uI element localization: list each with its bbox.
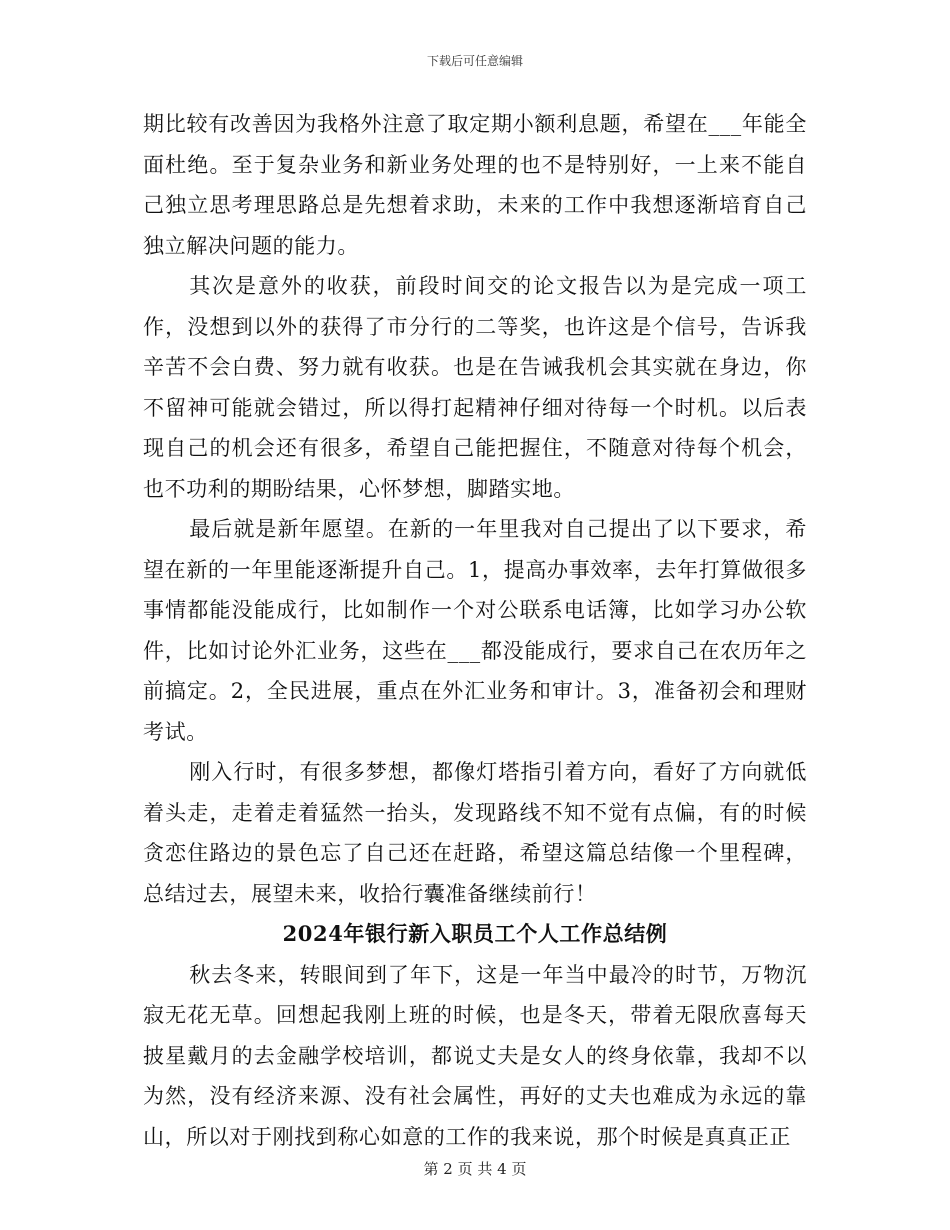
paragraph-2: 其次是意外的收获，前段时间交的论文报告以为是完成一项工作，没想到以外的获得了市分行的二等奖，也许这是个信号，告诉我辛苦不会白费、努力就有收获。也是在告诫我机会其实就在身边，你不留神可能就会错过，所以得打起精神仔细对待每一个时机。以后表现自己的机会还有很多，希望自己能把握住，不随意对待每个机会，也不功利的期盼结果，心怀梦想，脚踏实地。 bbox=[143, 274, 807, 501]
paragraph-3: 最后就是新年愿望。在新的一年里我对自己提出了以下要求，希望在新的一年里能逐渐提升自己。1，提高办事效率，去年打算做很多事情都能没能成行，比如制作一个对公联系电话簿，比如学习办公软件，比如讨论外汇业务，这些在___都没能成行，要求自己在农历年之前搞定。2，全民进展，重点在外汇业务和审计。3，准备初会和理财考试。 bbox=[143, 517, 807, 744]
page-footer-number: 第 2 页 共 4 页 bbox=[423, 1160, 527, 1178]
paragraph-1: 期比较有改善因为我格外注意了取定期小额利息题，希望在___年能全面杜绝。至于复杂业务和新业务处理的也不是特别好，一上来不能自己独立思考理思路总是先想着求助，未来的工作中我想逐渐培育自己独立解决问题的能力。 bbox=[143, 112, 807, 258]
section-title: 2024年银行新入职员工个人工作总结例 bbox=[282, 921, 668, 946]
paragraph-5: 秋去冬来，转眼间到了年下，这是一年当中最冷的时节，万物沉寂无花无草。回想起我刚上班的时候，也是冬天，带着无限欣喜每天披星戴月的去金融学校培训，都说丈夫是女人的终身依靠，我却不以为然，没有经济来源、没有社会属性，再好的丈夫也难成为永远的靠山，所以对于刚找到称心如意的工作的我来说，那个时候是真真正正 bbox=[143, 962, 807, 1149]
document-body bbox=[143, 104, 807, 1157]
paragraph-4: 刚入行时，有很多梦想，都像灯塔指引着方向，看好了方向就低着头走，走着走着猛然一抬头，发现路线不知不觉有点偏，有的时候贪恋住路边的景色忘了自己还在赶路，希望这篇总结像一个里程碑，总结过去，展望未来，收拾行囊准备继续前行！ bbox=[143, 760, 807, 906]
page-header-note: 下载后可任意编辑 bbox=[426, 54, 523, 68]
